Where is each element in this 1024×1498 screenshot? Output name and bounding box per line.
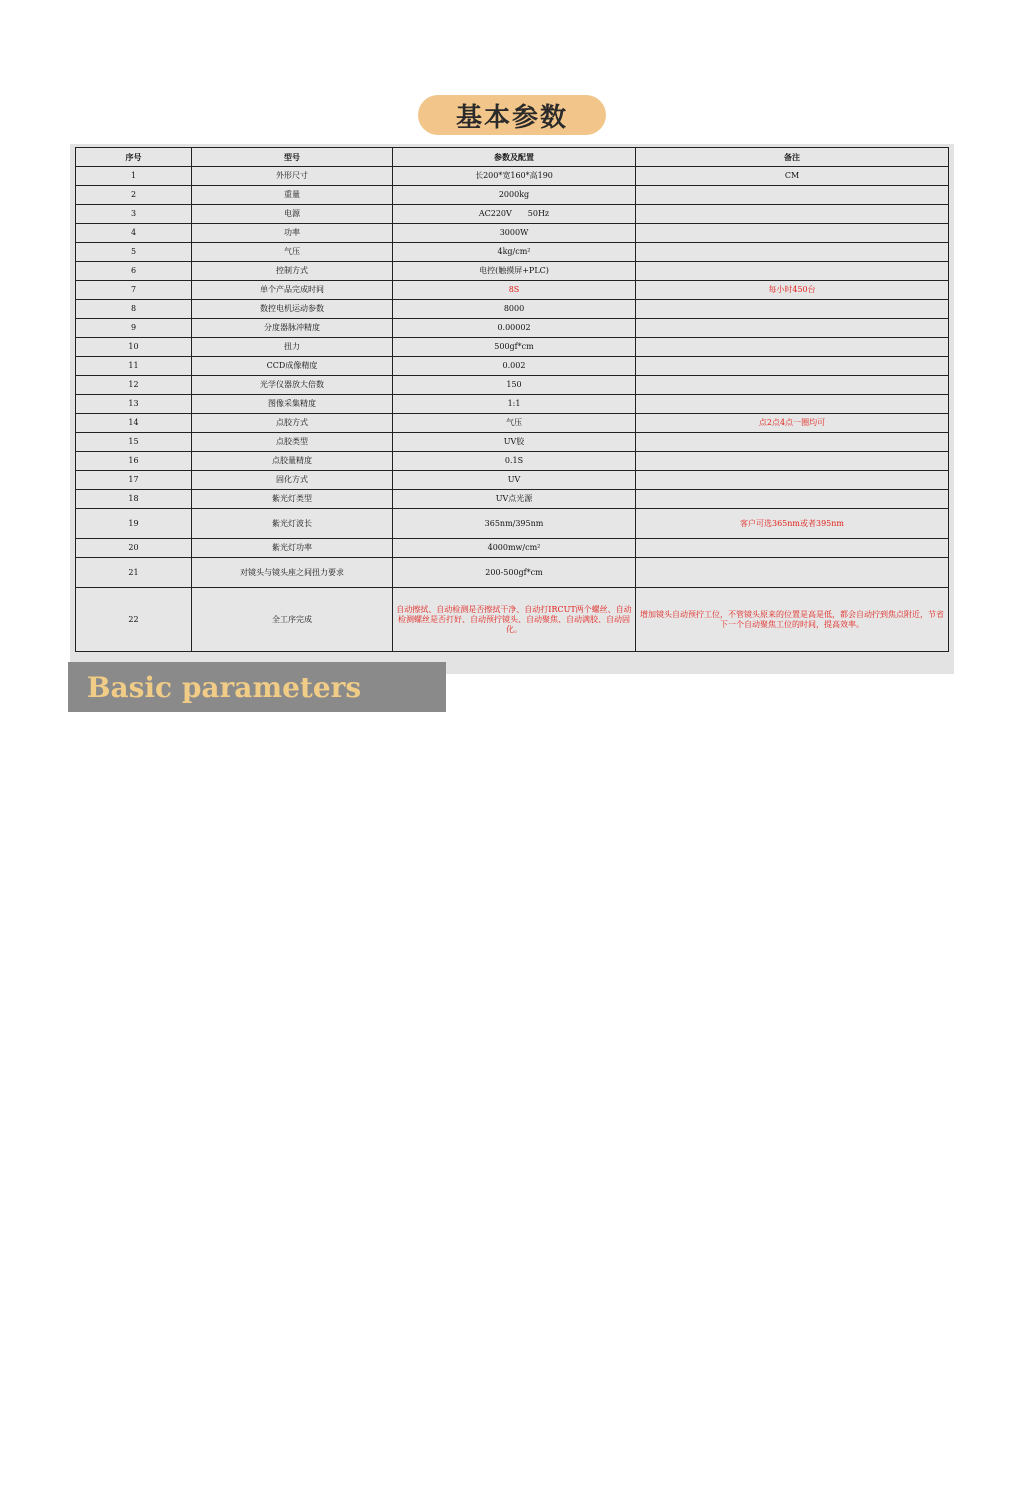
row-note: [636, 490, 949, 509]
row-name: 控制方式: [192, 262, 393, 281]
row-note: [636, 300, 949, 319]
row-name: 图像采集精度: [192, 395, 393, 414]
row-value: 1:1: [393, 395, 636, 414]
table-row: [76, 357, 949, 376]
row-note: CM: [636, 167, 949, 186]
row-index: 8: [76, 300, 192, 319]
row-name: 点胶方式: [192, 414, 393, 433]
row-name: 点胶量精度: [192, 452, 393, 471]
row-name: 扭力: [192, 338, 393, 357]
row-index: 3: [76, 205, 192, 224]
table-row: [76, 243, 949, 262]
table-row: [76, 539, 949, 558]
row-name: 紫光灯类型: [192, 490, 393, 509]
row-index: 20: [76, 539, 192, 558]
row-index: 21: [76, 558, 192, 588]
row-note: [636, 539, 949, 558]
row-index: 12: [76, 376, 192, 395]
row-index: 5: [76, 243, 192, 262]
row-value: 3000W: [393, 224, 636, 243]
table-row: [76, 509, 949, 539]
row-value: UV: [393, 471, 636, 490]
table-header-row: [76, 148, 949, 167]
row-note: 客户可选365nm或者395nm: [636, 509, 949, 539]
table-row: [76, 376, 949, 395]
table-row: [76, 205, 949, 224]
header-model: 型号: [192, 148, 393, 167]
parameters-table: [75, 147, 949, 652]
table-row: [76, 395, 949, 414]
row-note: 每小时450台: [636, 281, 949, 300]
table-row: [76, 300, 949, 319]
row-note: [636, 338, 949, 357]
table-row: [76, 490, 949, 509]
row-index: 4: [76, 224, 192, 243]
table-row: [76, 588, 949, 652]
row-value: 8S: [393, 281, 636, 300]
row-index: 17: [76, 471, 192, 490]
table-row: [76, 186, 949, 205]
row-index: 2: [76, 186, 192, 205]
table-row: [76, 281, 949, 300]
row-index: 11: [76, 357, 192, 376]
row-value: 自动擦拭、自动检测是否擦拭干净、自动打IRCUT两个螺丝、自动检测螺丝是否打好、自动预拧镜头、自动聚焦、自动满胶、自动固化。: [393, 588, 636, 652]
row-name: 点胶类型: [192, 433, 393, 452]
row-name: 功率: [192, 224, 393, 243]
row-name: 气压: [192, 243, 393, 262]
row-value: 365nm/395nm: [393, 509, 636, 539]
header-note: 备注: [636, 148, 949, 167]
table-row: [76, 471, 949, 490]
row-value: 150: [393, 376, 636, 395]
row-index: 22: [76, 588, 192, 652]
table-row: [76, 558, 949, 588]
row-value: 气压: [393, 414, 636, 433]
row-index: 15: [76, 433, 192, 452]
row-value: 4000mw/cm²: [393, 539, 636, 558]
header-spec: 参数及配置: [393, 148, 636, 167]
row-note: [636, 262, 949, 281]
row-value: AC220V 50Hz: [393, 205, 636, 224]
row-value: 0.1S: [393, 452, 636, 471]
row-value: 电控(触摸屏+PLC): [393, 262, 636, 281]
row-note: [636, 558, 949, 588]
row-note: [636, 471, 949, 490]
table-row: [76, 224, 949, 243]
row-name: 全工序完成: [192, 588, 393, 652]
row-name: 电源: [192, 205, 393, 224]
table-row: [76, 167, 949, 186]
row-index: 7: [76, 281, 192, 300]
row-note: [636, 319, 949, 338]
row-value: UV胶: [393, 433, 636, 452]
row-value: 4kg/cm²: [393, 243, 636, 262]
row-index: 19: [76, 509, 192, 539]
row-name: 单个产品完成时间: [192, 281, 393, 300]
row-index: 10: [76, 338, 192, 357]
table-row: [76, 433, 949, 452]
row-index: 6: [76, 262, 192, 281]
row-value: 0.002: [393, 357, 636, 376]
row-note: [636, 452, 949, 471]
page-title: 基本参数: [418, 95, 606, 135]
section-banner-title: Basic parameters: [86, 670, 362, 704]
row-note: [636, 186, 949, 205]
row-note: [636, 357, 949, 376]
row-value: 0.00002: [393, 319, 636, 338]
row-index: 18: [76, 490, 192, 509]
row-index: 16: [76, 452, 192, 471]
row-index: 13: [76, 395, 192, 414]
row-value: 8000: [393, 300, 636, 319]
row-note: [636, 433, 949, 452]
row-name: 重量: [192, 186, 393, 205]
row-name: 外形尺寸: [192, 167, 393, 186]
row-name: CCD成像精度: [192, 357, 393, 376]
row-note: 增加镜头自动预拧工位，不管镜头原来的位置是高是低，都会自动拧到焦点附近，节省下一个自动聚焦工位的时间，提高效率。: [636, 588, 949, 652]
row-index: 14: [76, 414, 192, 433]
row-note: [636, 205, 949, 224]
row-name: 数控电机运动参数: [192, 300, 393, 319]
row-name: 固化方式: [192, 471, 393, 490]
table-row: [76, 338, 949, 357]
row-name: 分度器脉冲精度: [192, 319, 393, 338]
table-row: [76, 452, 949, 471]
row-value: 500gf*cm: [393, 338, 636, 357]
row-name: 光学仪器放大倍数: [192, 376, 393, 395]
header-index: 序号: [76, 148, 192, 167]
row-name: 对镜头与镜头座之间扭力要求: [192, 558, 393, 588]
table-row: [76, 414, 949, 433]
row-value: 2000kg: [393, 186, 636, 205]
row-name: 紫光灯功率: [192, 539, 393, 558]
row-note: 点2点4点一圈均可: [636, 414, 949, 433]
row-value: UV点光源: [393, 490, 636, 509]
table-row: [76, 262, 949, 281]
row-note: [636, 243, 949, 262]
row-name: 紫光灯波长: [192, 509, 393, 539]
row-value: 长200*宽160*高190: [393, 167, 636, 186]
table-row: [76, 319, 949, 338]
row-value: 200-500gf*cm: [393, 558, 636, 588]
row-note: [636, 376, 949, 395]
row-index: 1: [76, 167, 192, 186]
row-note: [636, 395, 949, 414]
row-note: [636, 224, 949, 243]
row-index: 9: [76, 319, 192, 338]
